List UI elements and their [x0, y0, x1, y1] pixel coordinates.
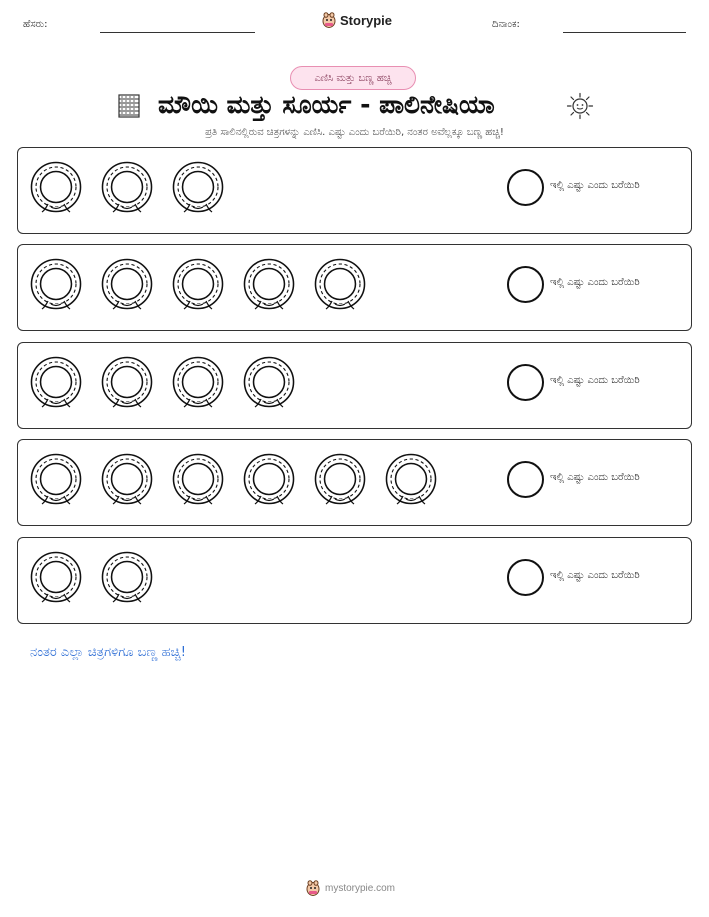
- rope-wreath-icon: [171, 452, 225, 506]
- title-row: [0, 88, 709, 124]
- answer-label: ಇಲ್ಲಿ ಎಷ್ಟು ಎಂದು ಬರೆಯಿರಿ: [550, 375, 640, 386]
- rope-wreath-icon: [242, 355, 296, 409]
- footer-brand: [306, 880, 395, 896]
- rope-wreath-icon: [29, 160, 83, 214]
- counting-row: [17, 537, 692, 624]
- counting-row: [17, 244, 692, 331]
- answer-circle[interactable]: [507, 461, 544, 498]
- rope-wreath-icon: [100, 452, 154, 506]
- answer-circle[interactable]: [507, 169, 544, 206]
- answer-label: ಇಲ್ಲಿ ಎಷ್ಟು ಎಂದು ಬರೆಯಿರಿ: [550, 277, 640, 288]
- worksheet-header: [0, 0, 709, 48]
- activity-badge: ಎಣಿಸಿ ಮತ್ತು ಬಣ್ಣ ಹಚ್ಚಿ: [290, 66, 416, 90]
- sun-icon: [566, 92, 594, 120]
- rope-wreath-icon: [100, 257, 154, 311]
- page-title: ಮೌಯಿ ಮತ್ತು ಸೂರ್ಯ - ಪಾಲಿನೇಷಿಯಾ: [158, 90, 495, 119]
- storypie-mascot-icon: [306, 880, 320, 896]
- woven-mat-icon: [118, 94, 140, 118]
- date-field[interactable]: [563, 32, 686, 33]
- storypie-mascot-icon: [322, 12, 336, 28]
- rope-wreath-icon: [100, 160, 154, 214]
- rope-wreath-icon: [171, 355, 225, 409]
- answer-label: ಇಲ್ಲಿ ಎಷ್ಟು ಎಂದು ಬರೆಯಿರಿ: [550, 570, 640, 581]
- rope-wreath-icon: [242, 452, 296, 506]
- answer-label: ಇಲ್ಲಿ ಎಷ್ಟು ಎಂದು ಬರೆಯಿರಿ: [550, 180, 640, 191]
- rope-wreath-icon: [171, 257, 225, 311]
- rope-wreath-icon: [384, 452, 438, 506]
- rope-wreath-icon: [29, 355, 83, 409]
- footer-url: mystorypie.com: [325, 882, 396, 894]
- rope-wreath-icon: [242, 257, 296, 311]
- answer-circle[interactable]: [507, 559, 544, 596]
- rope-wreath-icon: [100, 355, 154, 409]
- rope-wreath-icon: [100, 550, 154, 604]
- instructions: ಪ್ರತಿ ಸಾಲಿನಲ್ಲಿರುವ ಚಿತ್ರಗಳನ್ನು ಎಣಿಸಿ. ಎಷ್ಟು ಎಂದು ಬರೆಯಿರಿ, ನಂತರ ಅವೆಲ್ಲಕ್ಕೂ ಬಣ್ಣ ಹಚ್ಚಿ!: [205, 127, 504, 138]
- name-field[interactable]: [100, 32, 255, 33]
- rope-wreath-icon: [29, 257, 83, 311]
- counting-row: [17, 342, 692, 429]
- rope-wreath-icon: [29, 452, 83, 506]
- rope-wreath-icon: [313, 452, 367, 506]
- counting-row: [17, 439, 692, 526]
- name-label: ಹೆಸರು:: [23, 19, 48, 30]
- rope-wreath-icon: [171, 160, 225, 214]
- date-label: ದಿನಾಂಕ:: [492, 19, 520, 30]
- answer-circle[interactable]: [507, 266, 544, 303]
- rope-wreath-icon: [313, 257, 367, 311]
- counting-row: [17, 147, 692, 234]
- footer-note: ನಂತರ ಎಲ್ಲಾ ಚಿತ್ರಗಳಿಗೂ ಬಣ್ಣ ಹಚ್ಚಿ!: [30, 645, 186, 660]
- answer-label: ಇಲ್ಲಿ ಎಷ್ಟು ಎಂದು ಬರೆಯಿರಿ: [550, 472, 640, 483]
- brand-logo: [322, 12, 392, 28]
- rope-wreath-icon: [29, 550, 83, 604]
- brand-name: Storypie: [340, 12, 393, 28]
- answer-circle[interactable]: [507, 364, 544, 401]
